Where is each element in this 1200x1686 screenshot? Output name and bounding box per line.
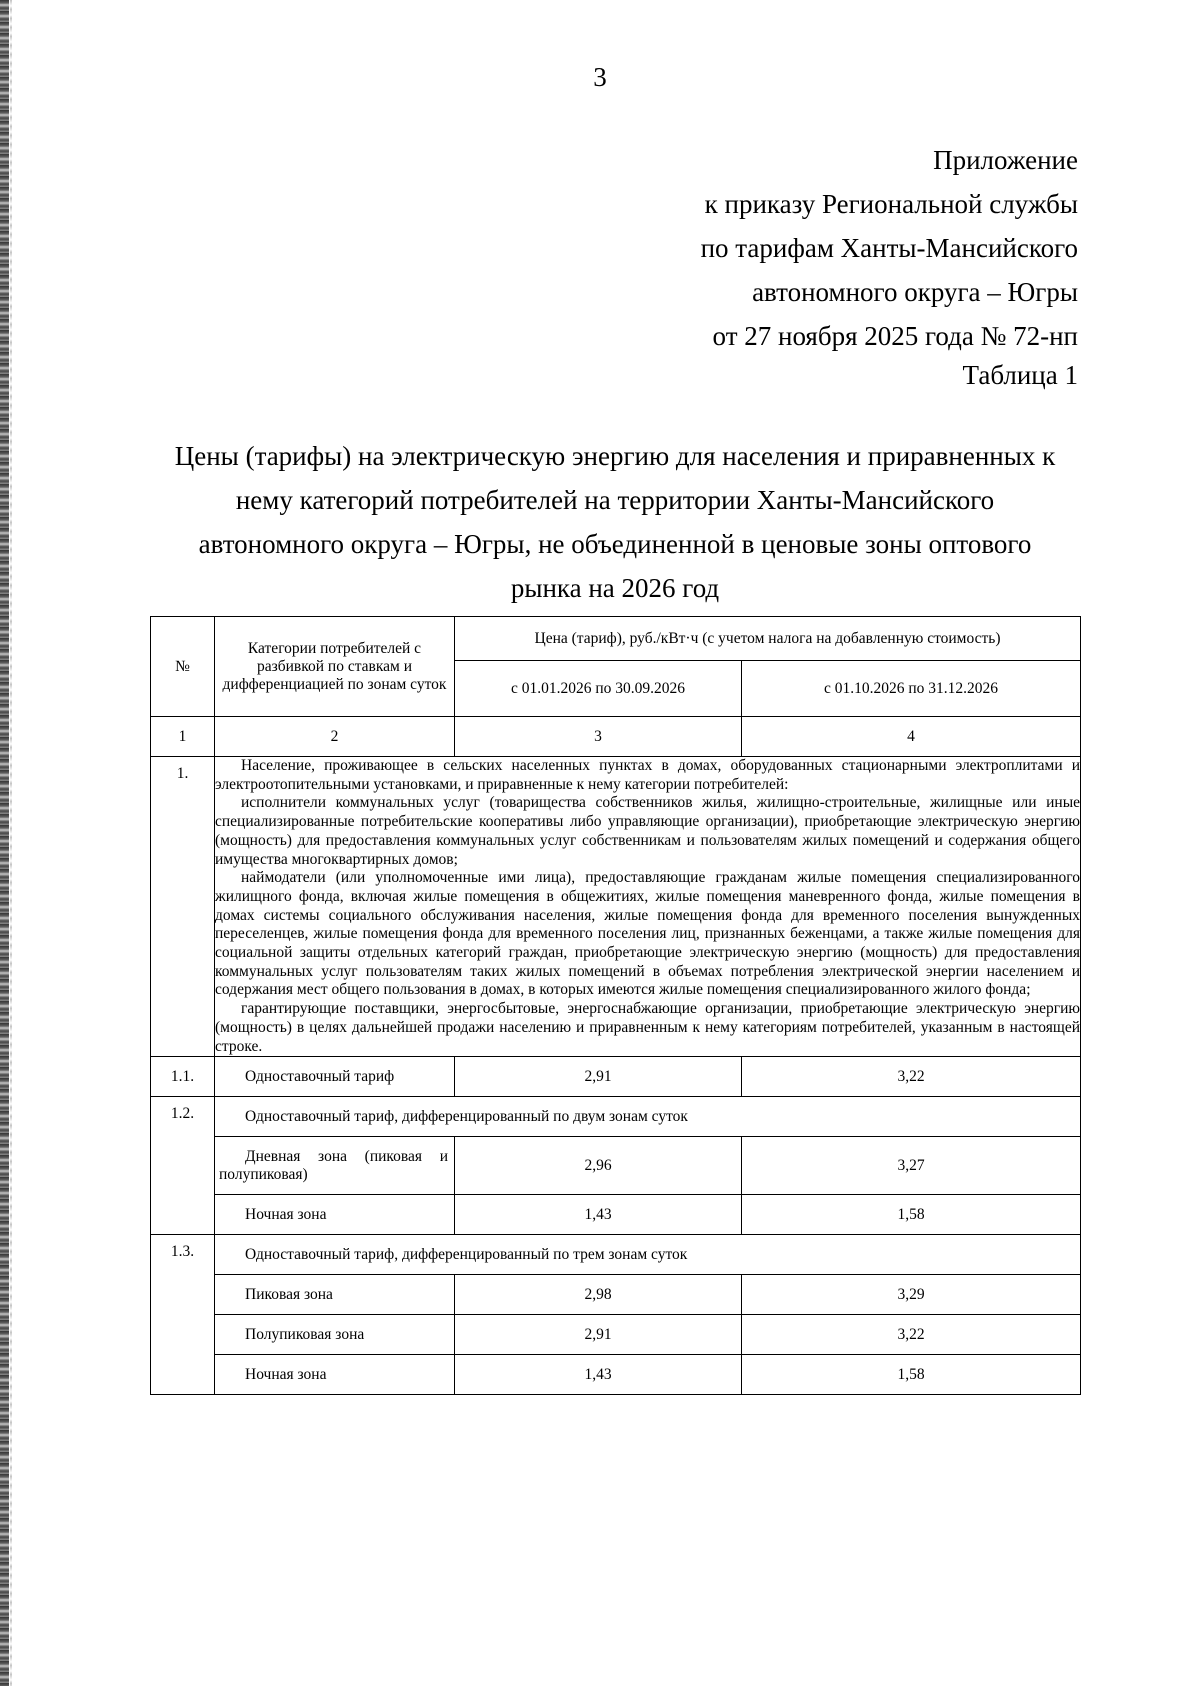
title-line: Цены (тарифы) на электрическую энергию для населения и приравненных к <box>174 441 1056 471</box>
price-period-2: 3,27 <box>742 1137 1081 1195</box>
tariff-table <box>150 616 1081 1395</box>
price-period-2: 3,29 <box>742 1275 1081 1315</box>
column-number: 1 <box>151 717 215 757</box>
header-row <box>151 617 1081 661</box>
section-paragraph: гарантирующие поставщики, энергосбытовые, энергоснабжающие организации, приобретающие электрическую энергию (мощность) в целях дальнейшей продажи населению и приравненным к нему категориям потребителей, указанным в настоящей строке. <box>215 1000 1081 1055</box>
document-title <box>150 434 1080 610</box>
row-1-3-night <box>151 1355 1081 1395</box>
section-paragraph: наймодатели (или уполномоченные ими лица), предоставляющие гражданам жилые помещения специализированного жилищного фонда, включая жилые помещения в общежитиях, жилые помещения маневренного фонда, жилые помещения в домах системы социального обслуживания населения, жилые помещения фонда для временного поселения вынужденных переселенцев, жилые помещения фонда для временного поселения лиц, признанных беженцами, а также жилые помещения для социальной защиты отдельных категорий граждан, приобретающие электрическую энергию (мощность) для предоставления коммунальных услуг пользователям таких жилых помещений в объемах потребления электрической энергии населением и содержания мест общего пользования в домах, в которых имеются жилые помещения специализированного жилого фонда; <box>215 869 1081 999</box>
price-period-1: 2,96 <box>455 1137 742 1195</box>
appendix-line: автономного округа – Югры <box>752 277 1078 307</box>
table-label: Таблица 1 <box>962 360 1078 390</box>
scan-edge-artifact <box>0 0 9 1686</box>
price-period-1: 1,43 <box>455 1355 742 1395</box>
appendix-line: по тарифам Ханты-Мансийского <box>700 233 1078 263</box>
column-number: 2 <box>215 717 455 757</box>
header-period-2: с 01.10.2026 по 31.12.2026 <box>742 661 1081 717</box>
header-no: № <box>151 617 215 717</box>
header-category: Категории потребителей с разбивкой по ставкам и дифференциацией по зонам суток <box>215 617 455 717</box>
price-period-2: 1,58 <box>742 1355 1081 1395</box>
price-period-2: 1,58 <box>742 1195 1081 1235</box>
section-paragraph: Население, проживающее в сельских населенных пунктах в домах, оборудованных стационарными электроплитами и электроотопительными установками, и приравненные к нему категории потребителей: <box>215 757 1081 793</box>
row-label: Одноставочный тариф <box>215 1057 455 1097</box>
zone-label: Ночная зона <box>215 1195 455 1235</box>
appendix-block <box>701 138 1078 358</box>
price-period-1: 2,98 <box>455 1275 742 1315</box>
row-no: 1.2. <box>151 1097 215 1235</box>
header-period-1: с 01.01.2026 по 30.09.2026 <box>455 661 742 717</box>
header-price: Цена (тариф), руб./кВт·ч (с учетом налога на добавленную стоимость) <box>455 617 1081 661</box>
section-paragraph: исполнители коммунальных услуг (товарищества собственников жилья, жилищно-строительные, жилищные или иные специализированные потребительские кооперативы либо управляющие организации), приобретающие электрическую энергию (мощность) для предоставления коммунальных услуг собственникам и пользователям жилых помещений и содержания общего имущества многоквартирных домов; <box>215 794 1081 868</box>
zone-label: Ночная зона <box>215 1355 455 1395</box>
price-period-2: 3,22 <box>742 1057 1081 1097</box>
appendix-line: Приложение <box>933 145 1078 175</box>
appendix-line: к приказу Региональной службы <box>704 189 1078 219</box>
title-line: автономного округа – Югры, не объединенной в ценовые зоны оптового <box>198 529 1032 559</box>
row-no: 1.3. <box>151 1235 215 1395</box>
row-1-2-day <box>151 1137 1081 1195</box>
zone-label-text: Дневная зона (пиковая и полупиковая) <box>219 1147 448 1183</box>
price-period-1: 1,43 <box>455 1195 742 1235</box>
column-number: 3 <box>455 717 742 757</box>
column-number-row <box>151 717 1081 757</box>
appendix-line: от 27 ноября 2025 года № 72-нп <box>712 321 1078 351</box>
zone-label: Пиковая зона <box>215 1275 455 1315</box>
row-1-3-half-peak <box>151 1315 1081 1355</box>
zone-label <box>215 1137 455 1195</box>
price-period-1: 2,91 <box>455 1315 742 1355</box>
row-no: 1.1. <box>151 1057 215 1097</box>
row-1-1 <box>151 1057 1081 1097</box>
row-1-2 <box>151 1097 1081 1137</box>
row-1-2-night <box>151 1195 1081 1235</box>
row-label: Одноставочный тариф, дифференцированный по двум зонам суток <box>215 1097 1081 1137</box>
zone-label: Полупиковая зона <box>215 1315 455 1355</box>
row-1-3 <box>151 1235 1081 1275</box>
page-number: 3 <box>593 62 607 92</box>
section-row <box>151 757 1081 1057</box>
row-label: Одноставочный тариф, дифференцированный по трем зонам суток <box>215 1235 1081 1275</box>
price-period-2: 3,22 <box>742 1315 1081 1355</box>
title-line: нему категорий потребителей на территории Ханты-Мансийского <box>235 485 995 515</box>
title-line: рынка на 2026 год <box>510 573 720 603</box>
price-period-1: 2,91 <box>455 1057 742 1097</box>
column-number: 4 <box>742 717 1081 757</box>
scan-edge-artifact-inner <box>10 0 12 1686</box>
row-1-3-peak <box>151 1275 1081 1315</box>
section-description <box>215 757 1081 1057</box>
section-no: 1. <box>151 757 215 1057</box>
